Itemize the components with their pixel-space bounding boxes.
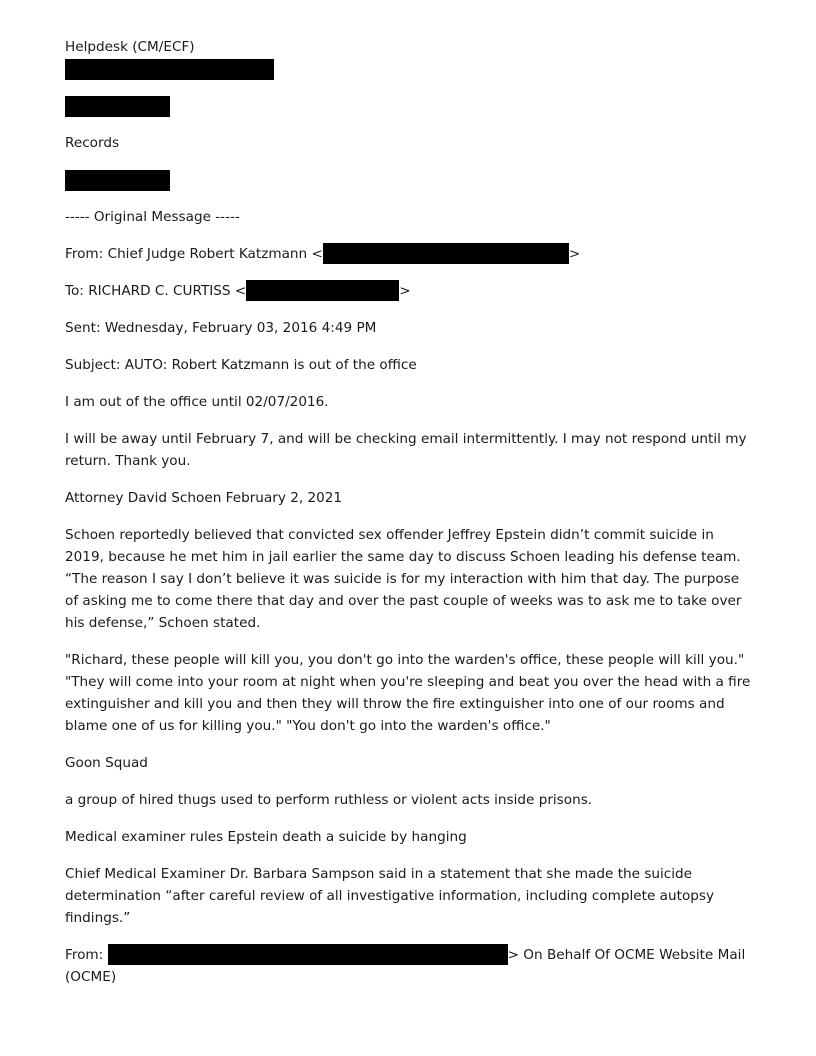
goon-squad-definition: a group of hired thugs used to perform ruthless or violent acts inside prisons. <box>65 792 593 808</box>
redaction-block <box>65 170 170 191</box>
final-from-label: From: <box>65 947 108 963</box>
email-from-line <box>65 243 580 265</box>
redaction-block <box>65 96 170 117</box>
email-to-close: > <box>399 283 411 299</box>
email-from-label: From: Chief Judge Robert Katzmann < <box>65 246 323 262</box>
away-message-paragraph: I will be away until February 7, and will be checking email intermittently. I may not respond until my return. Thank you. <box>65 431 747 469</box>
final-from-line <box>65 944 745 966</box>
final-from-tail: > On Behalf Of OCME Website Mail <box>507 947 746 963</box>
redaction-block <box>65 59 274 80</box>
records-line: Records <box>65 135 120 151</box>
redaction-block <box>323 243 569 264</box>
medical-headline: Medical examiner rules Epstein death a suicide by hanging <box>65 829 467 845</box>
email-to-label: To: RICHARD C. CURTISS < <box>65 283 247 299</box>
redaction-block <box>108 944 508 965</box>
original-message-divider: ----- Original Message ----- <box>65 209 240 225</box>
goon-squad-heading: Goon Squad <box>65 755 148 771</box>
email-from-close: > <box>568 246 581 262</box>
schoen-paragraph: Schoen reportedly believed that convicted sex offender Jeffrey Epstein didn’t commit suicide in 2019, because he met him in jail earlier the same day to discuss Schoen leading his defense team. “The reason I say I don’t believe it was suicide is for my interaction with him that day. The purpose of asking me to come there that day and over the past couple of weeks was to ask me to take over his defense,” Schoen stated. <box>65 527 742 631</box>
sampson-paragraph: Chief Medical Examiner Dr. Barbara Sampson said in a statement that she made the suicide determination “after careful review of all investigative information, including complete autopsy findings.” <box>65 866 715 926</box>
out-of-office-line: I am out of the office until 02/07/2016. <box>65 394 329 410</box>
quote-paragraph: "Richard, these people will kill you, you don't go into the warden's office, these people will kill you." "They will come into your room at night when you're sleeping and beat you over the head with a fire extinguisher and kill you and then they will throw the fire extinguisher into one of our rooms and blame one of us for killing you." "You don't go into the warden's office." <box>65 652 751 734</box>
email-to-line <box>65 280 411 302</box>
redaction-block <box>246 280 399 301</box>
helpdesk-line: Helpdesk (CM/ECF) <box>65 39 195 55</box>
email-subject-line: Subject: AUTO: Robert Katzmann is out of the office <box>65 357 417 373</box>
email-sent-line: Sent: Wednesday, February 03, 2016 4:49 PM <box>65 320 377 336</box>
final-from-wrap: (OCME) <box>65 969 117 985</box>
attorney-line: Attorney David Schoen February 2, 2021 <box>65 490 343 506</box>
